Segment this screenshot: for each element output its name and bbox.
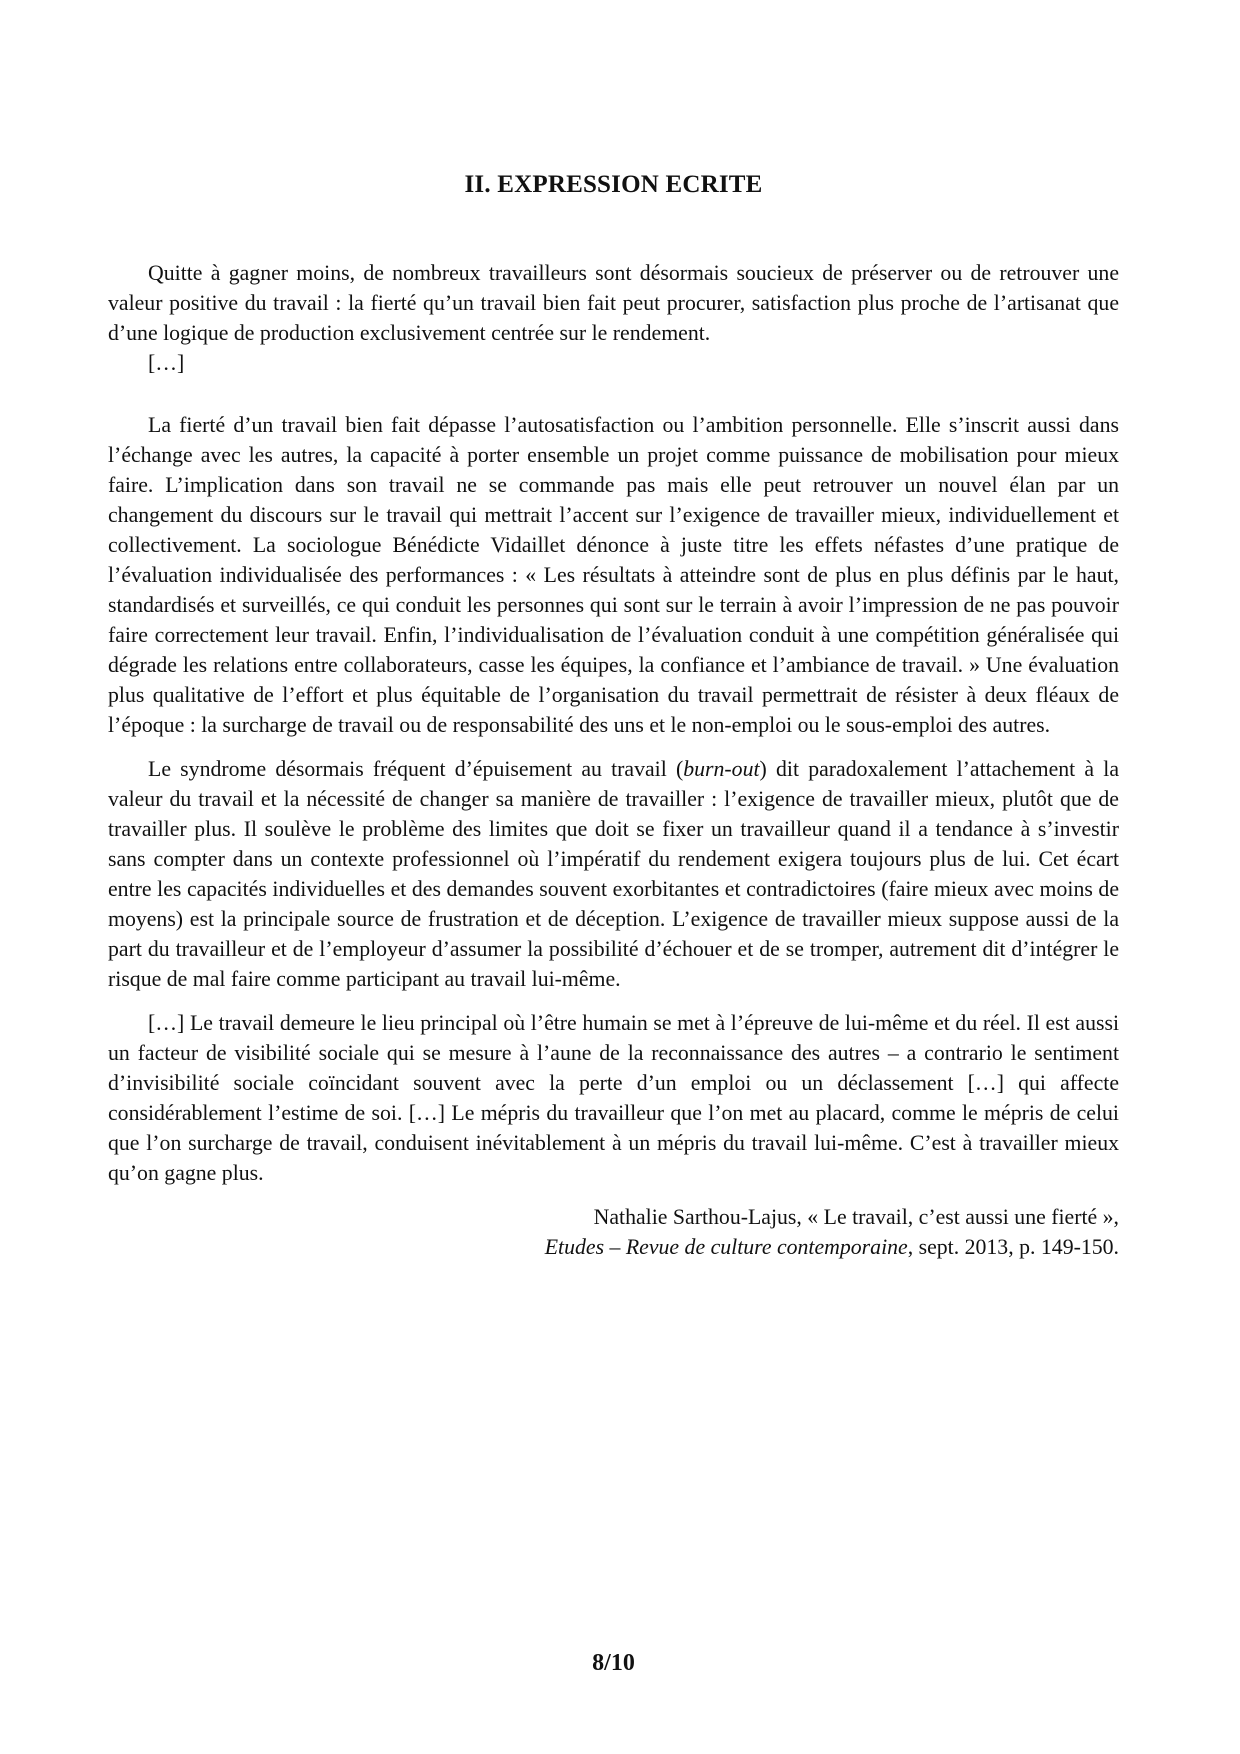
paragraph-2 xyxy=(108,410,1119,740)
paragraph-3-text-before: Le syndrome désormais fréquent d’épuisement au travail ( xyxy=(148,757,684,781)
paragraph-1-ellipsis: […] xyxy=(148,351,185,375)
document-content xyxy=(108,168,1119,1262)
citation-journal-title: Etudes – Revue de culture contemporaine xyxy=(544,1235,908,1259)
page-number: 8/10 xyxy=(592,1650,635,1676)
citation-reference-details: , sept. 2013, p. 149-150. xyxy=(907,1235,1119,1259)
citation-reference-line xyxy=(108,1232,1119,1262)
paragraph-4 xyxy=(108,1008,1119,1188)
source-citation xyxy=(108,1202,1119,1262)
section-title: II. EXPRESSION ECRITE xyxy=(464,171,763,198)
paragraph-4-text: […] Le travail demeure le lieu principal où l’être humain se met à l’épreuve de lui-même et du réel. Il est aussi un facteur de visibilité sociale qui se mesure à l’aune de la reconnaissance des autres – a contrario le sentiment d’invisibilité sociale coïncidant souvent avec la perte d’un emploi ou un déclassement […] qui affecte considérablement l’estime de soi. […] Le mépris du travailleur que l’on met au placard, comme le mépris de celui que l’on surcharge de travail, conduisent inévitablement à un mépris du travail lui-même. C’est à travailler mieux qu’on gagne plus. xyxy=(108,1011,1119,1185)
paragraph-1 xyxy=(108,258,1119,378)
paragraph-1-text: Quitte à gagner moins, de nombreux travailleurs sont désormais soucieux de préserver ou de retrouver une valeur positive du travail : la fierté qu’un travail bien fait peut procurer, satisfaction plus proche de l’artisanat que d’une logique de production exclusivement centrée sur le rendement. xyxy=(108,261,1119,345)
paragraph-3-italic-term: burn-out xyxy=(683,757,760,781)
paragraph-2-text: La fierté d’un travail bien fait dépasse l’autosatisfaction ou l’ambition personnelle. Elle s’inscrit aussi dans l’échange avec les autres, la capacité à porter ensemble un projet comme puissance de mobilisation pour mieux faire. L’implication dans son travail ne se commande pas mais elle peut retrouver un nouvel élan par un changement du discours sur le travail qui mettrait l’accent sur l’exigence de travailler mieux, individuellement et collectivement. La sociologue Bénédicte Vidaillet dénonce à juste titre les effets néfastes d’une pratique de l’évaluation individualisée des performances : « Les résultats à atteindre sont de plus en plus définis par le haut, standardisés et surveillés, ce qui conduit les personnes qui sont sur le terrain à avoir l’impression de ne pas pouvoir faire correctement leur travail. Enfin, l’individualisation de l’évaluation conduit à une compétition généralisée qui dégrade les relations entre collaborateurs, casse les équipes, la confiance et l’ambiance de travail. » Une évaluation plus qualitative de l’effort et plus équitable de l’organisation du travail permettrait de résister à deux fléaux de l’époque : la surcharge de travail ou de responsabilité des uns et le non-emploi ou le sous-emploi des autres. xyxy=(108,413,1119,737)
paragraph-3 xyxy=(108,754,1119,994)
paragraph-3-text-after: ) dit paradoxalement l’attachement à la valeur du travail et la nécessité de changer sa manière de travailler : l’exigence de travailler mieux, plutôt que de travailler plus. Il soulève le problème des limites que doit se fixer un travailleur quand il a tendance à s’investir sans compter dans un contexte professionnel où l’impératif du rendement exigera toujours plus de lui. Cet écart entre les capacités individuelles et des demandes souvent exorbitantes et contradictoires (faire mieux avec moins de moyens) est la principale source de frustration et de déception. L’exigence de travailler mieux suppose aussi de la part du travailleur et de l’employeur d’assumer la possibilité d’échouer et de se tromper, autrement dit d’intégrer le risque de mal faire comme participant au travail lui-même. xyxy=(108,757,1119,991)
citation-author-line: Nathalie Sarthou-Lajus, « Le travail, c’est aussi une fierté », xyxy=(593,1205,1119,1229)
